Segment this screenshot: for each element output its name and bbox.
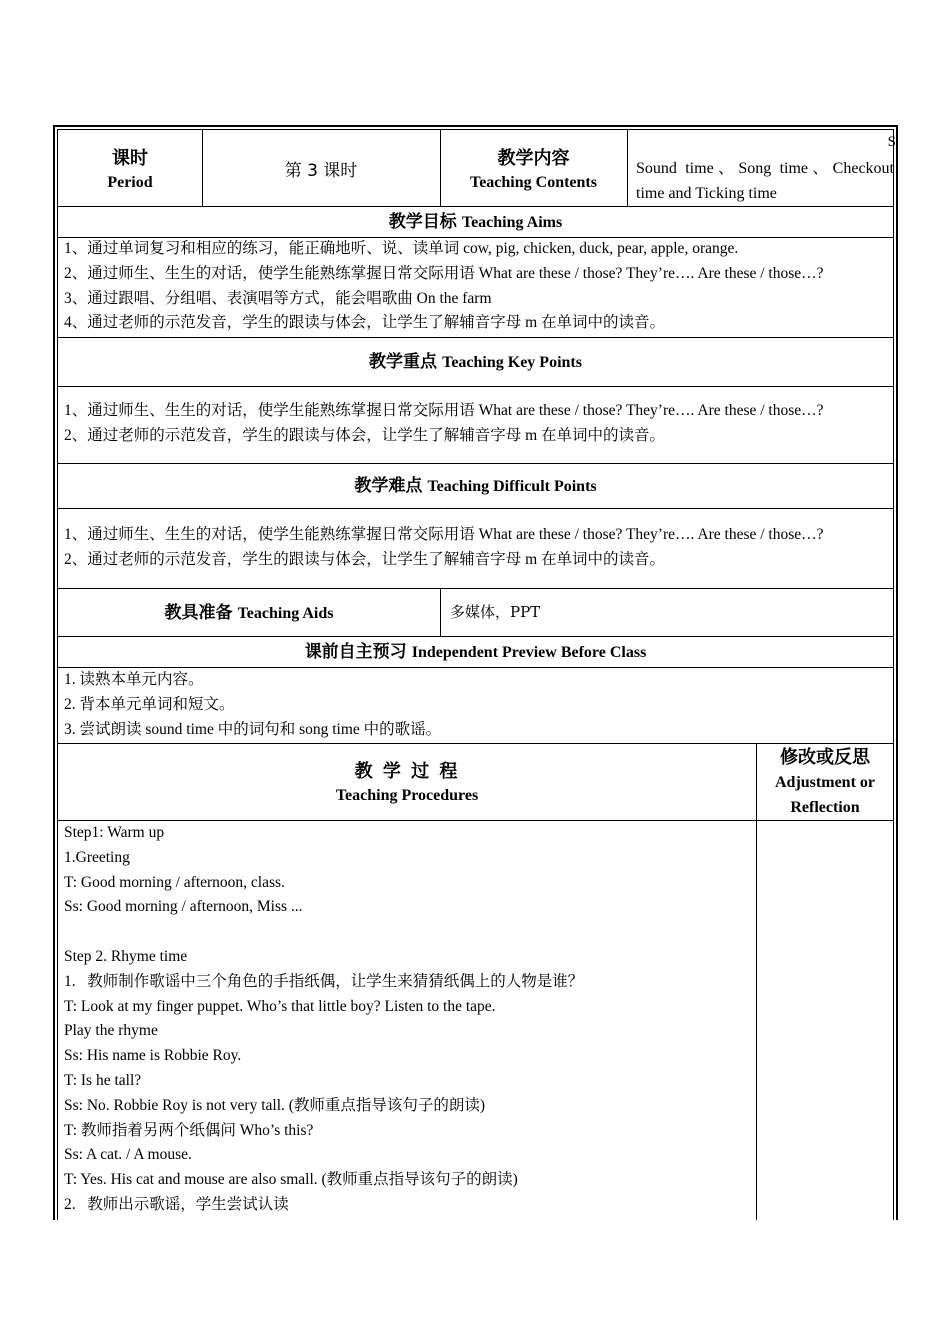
aims-title-zh: 教学目标 — [388, 212, 457, 232]
contents-label-en: Teaching Contents — [470, 174, 597, 191]
preview-line: 2. 背本单元单词和短文。 — [64, 695, 235, 713]
procedure-line: Ss: Good morning / afternoon, Miss ... — [64, 898, 303, 916]
key-point-line: 1、通过师生、生生的对话，使学生能熟练掌握日常交际用语 What are these / those? They’re…. Are these / those…? — [64, 402, 824, 419]
preview-line: 3. 尝试朗读 sound time 中的词句和 song time 中的歌谣。 — [64, 720, 442, 738]
reflection-title — [757, 745, 893, 820]
procedure-line: Ss: His name is Robbie Roy. — [64, 1047, 242, 1065]
procedure-line: 1.Greeting — [64, 848, 130, 866]
divider — [627, 130, 628, 206]
preview-title-en: Independent Preview Before Class — [411, 644, 647, 661]
procedure-line: T: Good morning / afternoon, class. — [64, 873, 285, 891]
divider — [58, 743, 893, 744]
period-label-en: Period — [107, 174, 153, 191]
difficult-points-title — [58, 464, 893, 508]
key-points-title-en: Teaching Key Points — [442, 354, 582, 371]
difficult-point-line: 2、通过老师的示范发音，学生的跟读与体会，让学生了解辅音字母 m 在单词中的读音。 — [64, 550, 666, 568]
reflection-title-en-2: Reflection — [790, 799, 860, 816]
aims-title-en: Teaching Aims — [461, 214, 563, 231]
procedure-line: T: 教师指着另两个纸偶问 Who’s this? — [64, 1121, 314, 1139]
preview-title-zh: 课前自主预习 — [304, 642, 407, 662]
aids-label-en: Teaching Aids — [237, 605, 334, 622]
aims-line: 4、通过老师的示范发音，学生的跟读与体会，让学生了解辅音字母 m 在单词中的读音。 — [64, 314, 666, 332]
period-label-zh: 课时 — [112, 148, 148, 169]
aids-label — [58, 589, 440, 636]
lesson-plan-table — [53, 125, 898, 1220]
reflection-cell — [757, 821, 893, 1220]
procedure-line: Ss: A cat. / A mouse. — [64, 1146, 192, 1164]
procedure-line: T: Look at my finger puppet. Who’s that little boy? Listen to the tape. — [64, 997, 496, 1015]
procedures-title — [58, 757, 756, 805]
divider — [58, 386, 893, 387]
aims-list — [58, 237, 893, 336]
divider — [58, 508, 893, 509]
procedures-title-en: Teaching Procedures — [335, 787, 479, 804]
period-label — [58, 144, 202, 192]
procedure-line: Ss: No. Robbie Roy is not very tall. (教师重点指导该句子的朗读) — [64, 1096, 486, 1114]
aims-line: 2、通过师生、生生的对话，使学生能熟练掌握日常交际用语 What are these / those? They’re…. Are these / those…? — [64, 264, 824, 282]
difficult-points-title-zh: 教学难点 — [354, 476, 423, 496]
key-points-list — [58, 399, 893, 449]
procedures-list — [58, 821, 756, 1218]
contents-value: Sound time、Song time、Checkout time and Ticking time — [636, 160, 894, 202]
divider — [440, 588, 441, 636]
overflow-char: S — [887, 134, 896, 150]
reflection-title-zh: 修改或反思 — [780, 747, 870, 768]
difficult-points-list — [58, 523, 893, 573]
table-inner-border — [57, 129, 894, 1220]
period-value: 第 3 课时 — [284, 161, 358, 181]
key-point-line: 2、通过老师的示范发音，学生的跟读与体会，让学生了解辅音字母 m 在单词中的读音。 — [64, 426, 666, 444]
procedure-line: Step 2. Rhyme time — [64, 947, 188, 965]
key-points-title — [58, 338, 893, 386]
procedure-line: T: Is he tall? — [64, 1071, 142, 1089]
procedure-line: T: Yes. His cat and mouse are also small. (教师重点指导该句子的朗读) — [64, 1171, 518, 1189]
preview-list — [58, 668, 893, 742]
procedures-title-zh: 教 学 过 程 — [354, 761, 460, 782]
key-points-title-zh: 教学重点 — [369, 352, 438, 372]
aims-line: 1、通过单词复习和相应的练习，能正确地听、说、读单词 cow, pig, chicken, duck, pear, apple, orange. — [64, 240, 739, 257]
procedure-line: Play the rhyme — [64, 1022, 158, 1040]
difficult-point-line: 1、通过师生、生生的对话，使学生能熟练掌握日常交际用语 What are these / those? They’re…. Are these / those…? — [64, 526, 824, 543]
aims-line: 3、通过跟唱、分组唱、表演唱等方式，能会唱歌曲 On the farm — [64, 289, 492, 307]
contents-label-zh: 教学内容 — [497, 148, 570, 169]
contents-label — [440, 144, 627, 192]
aids-value: 多媒体，PPT — [450, 603, 541, 621]
aids-label-zh: 教具准备 — [164, 603, 233, 623]
procedure-line: 1. 教师制作歌谣中三个角色的手指纸偶，让学生来猜猜纸偶上的人物是谁？ — [64, 972, 584, 990]
aims-title — [58, 207, 893, 237]
procedure-line: 2. 教师出示歌谣，学生尝试认读 — [64, 1195, 289, 1213]
difficult-points-title-en: Teaching Difficult Points — [427, 478, 597, 495]
procedure-line: Step1: Warm up — [64, 824, 165, 841]
procedure-line — [64, 920, 756, 945]
preview-line: 1. 读熟本单元内容。 — [64, 671, 204, 688]
preview-title — [58, 637, 893, 667]
reflection-title-en-1: Adjustment or — [775, 774, 875, 791]
